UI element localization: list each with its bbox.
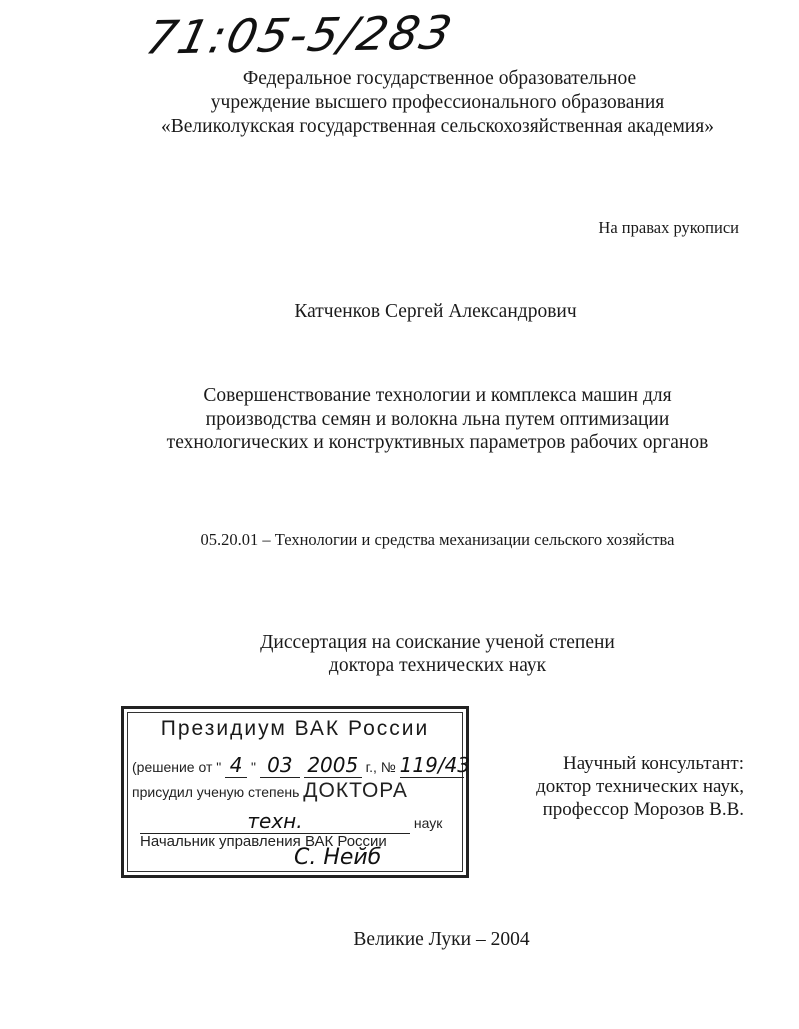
- stamp-decision-prefix: (решение от ": [132, 759, 222, 775]
- manuscript-rights-note: На правах рукописи: [598, 218, 739, 237]
- consultant-degree: доктор технических наук,: [536, 776, 744, 797]
- stamp-field-suffix: наук: [413, 815, 443, 831]
- stamp-awarded-line: [132, 779, 408, 803]
- vak-approval-stamp: [121, 706, 469, 878]
- stamp-title: Президиум ВАК России: [160, 717, 430, 740]
- stamp-awarded-degree: ДОКТОРА: [303, 779, 408, 802]
- stamp-field-handwritten: техн.: [140, 809, 410, 834]
- institution-line-3: «Великолукская государственная сельскохозяйственная академия»: [161, 116, 714, 137]
- specialty-code: 05.20.01 – Технологии и средства механизации сельского хозяйства: [200, 530, 675, 549]
- consultant-label: Научный консультант:: [562, 753, 744, 774]
- consultant-name: профессор Морозов В.В.: [542, 799, 744, 820]
- archive-code-handwritten: 71:05-5/283: [141, 5, 459, 65]
- author-name: Катченков Сергей Александрович: [294, 301, 577, 322]
- stamp-head-label: Начальник управления ВАК России: [140, 833, 387, 850]
- dissertation-title-line-1: Совершенствование технологии и комплекса машин для: [203, 385, 672, 406]
- stamp-field-line: [140, 809, 442, 834]
- degree-line-1: Диссертация на соискание ученой степени: [260, 632, 615, 653]
- dissertation-title-line-3: технологических и конструктивных параметров рабочих органов: [166, 432, 709, 453]
- institution-line-2: учреждение высшего профессионального образования: [210, 92, 665, 113]
- dissertation-title-line-2: производства семян и волокна льна путем оптимизации: [205, 409, 670, 430]
- stamp-year-handwritten: 2005: [304, 753, 362, 778]
- stamp-number-handwritten: 119/43: [399, 753, 471, 777]
- stamp-day-handwritten: 4: [225, 753, 247, 778]
- stamp-awarded-prefix: присудил ученую степень: [132, 784, 300, 800]
- institution-line-1: Федеральное государственное образовательное: [242, 68, 637, 89]
- stamp-signature: С. Нейб: [294, 845, 382, 870]
- degree-line-2: доктора технических наук: [328, 655, 547, 676]
- stamp-year-suffix: г., №: [365, 759, 396, 775]
- place-year: Великие Луки – 2004: [353, 929, 530, 950]
- stamp-decision-line: (решение от " 4 " 03 2005 г., № 119/43: [132, 753, 471, 777]
- stamp-month-handwritten: 03: [260, 753, 300, 778]
- scientific-consultant: [536, 752, 744, 821]
